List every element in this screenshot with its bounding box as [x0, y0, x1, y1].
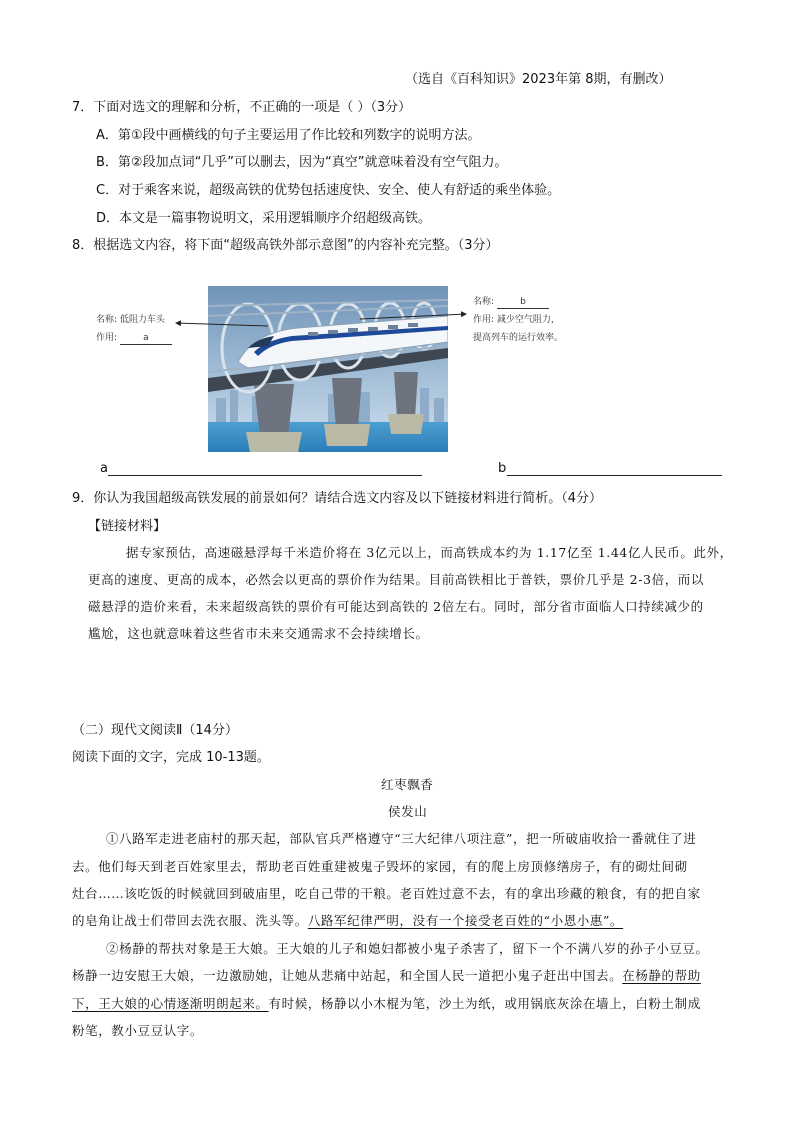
section-2-heading: （二）现代文阅读Ⅱ（14分） [72, 723, 238, 738]
paragraph-2-text: 杨静一边安慰王大娘，一边激励她，让她从悲痛中站起，和全国人民一道把小鬼子赶出中国去。 [72, 968, 623, 983]
blank-b: b [497, 296, 549, 309]
article-title: 红枣飘香 [381, 777, 434, 792]
source-line: （选自《百科知识》2023年第 8期，有删改） [405, 72, 672, 87]
paragraph-2-line-2 [72, 966, 701, 984]
link-material-line-4: 尴尬，这也就意味着这些省市未来交通需求不会持续增长。 [88, 626, 429, 641]
paragraph-2-line-4: 粉笔，教小豆豆认字。 [72, 1023, 204, 1038]
link-material-line-1: 据专家预估，高速磁悬浮每千米造价将在 3亿元以上，而高铁成本约为 1.17亿至 1.44亿人民币。此外， [126, 545, 733, 560]
answer-a-label: a [100, 461, 108, 476]
paragraph-1-text: 的皂角让战士们带回去洗衣服、洗头等。 [72, 913, 308, 928]
paragraph-2-line-3 [72, 994, 701, 1012]
question-7-option-d: D．本文是一篇事物说明文，采用逻辑顺序介绍超级高铁。 [96, 211, 432, 226]
link-material-line-3: 磁悬浮的造价来看，未来超级高铁的票价有可能达到高铁的 2倍左右。同时，部分省市面临人口持续减少的 [88, 599, 704, 614]
answer-b-label: b [498, 461, 507, 476]
paragraph-1-line-2: 去。他们每天到老百姓家里去，帮助老百姓重建被鬼子毁坏的家园，有的爬上房顶修缮房子，有的砌灶间砌 [72, 859, 688, 874]
paragraph-1-line-3: 灶台……该吃饭的时候就回到破庙里，吃自己带的干粮。老百姓过意不去，有的拿出珍藏的粮食，有的把自家 [72, 886, 701, 901]
question-7-option-c: C．对于乘客来说，超级高铁的优势包括速度快、安全、使人有舒适的乘坐体验。 [96, 183, 561, 198]
answer-b-blank [507, 475, 722, 476]
question-9-stem: 9．你认为我国超级高铁发展的前景如何？请结合选文内容及以下链接材料进行简析。（4分） [72, 491, 603, 506]
left-caption-name: 名称: 低阻力车头 [96, 315, 165, 325]
right-caption-effect-2: 提高列车的运行效率。 [473, 333, 564, 343]
callout-arrows [0, 0, 794, 460]
right-caption-effect-1: 作用: 减少空气阻力， [473, 315, 560, 325]
paragraph-2-line-1: ②杨静的帮扶对象是王大娘。王大娘的儿子和媳妇都被小鬼子杀害了，留下一个不满八岁的孙子小豆豆。 [106, 941, 709, 956]
article-author: 侯发山 [388, 804, 428, 819]
underlined-sentence-1: 八路军纪律严明，没有一个接受老百姓的“小恩小惠”。 [307, 913, 624, 928]
link-material-title: 【链接材料】 [88, 519, 167, 534]
paragraph-1-line-4 [72, 911, 623, 929]
underlined-sentence-2a: 在杨静的帮助 [622, 968, 701, 983]
question-8-stem: 8．根据选文内容，将下面“超级高铁外部示意图”的内容补充完整。（3分） [72, 238, 499, 253]
right-caption-name-label: 名称: [473, 297, 495, 307]
paragraph-1-line-1: ①八路军走进老庙村的那天起，部队官兵严格遵守“三大纪律八项注意”，把一所破庙收拾一番就住了进 [106, 831, 697, 846]
paragraph-2-text-cont: 有时候，杨静以小木棍为笔，沙土为纸，或用锅底灰涂在墙上，白粉土制成 [268, 996, 701, 1011]
link-material-line-2: 更高的速度、更高的成本，必然会以更高的票价作为结果。目前高铁相比于普铁，票价几乎是 2-3倍，而以 [88, 572, 705, 587]
blank-a: a [120, 332, 172, 345]
question-7-stem: 7．下面对选文的理解和分析，不正确的一项是（ ）（3分） [72, 100, 412, 115]
question-7-option-b: B．第②段加点词“几乎”可以删去，因为“真空”就意味着没有空气阻力。 [96, 155, 508, 170]
answer-a-blank [108, 475, 422, 476]
underlined-sentence-2b: 下，王大娘的心情逐渐明朗起来。 [72, 996, 269, 1011]
question-7-option-a: A．第①段中画横线的句子主要运用了作比较和列数字的说明方法。 [96, 128, 481, 143]
left-caption-effect-label: 作用: [96, 333, 118, 343]
section-2-instruction: 阅读下面的文字，完成 10-13题。 [72, 750, 270, 765]
